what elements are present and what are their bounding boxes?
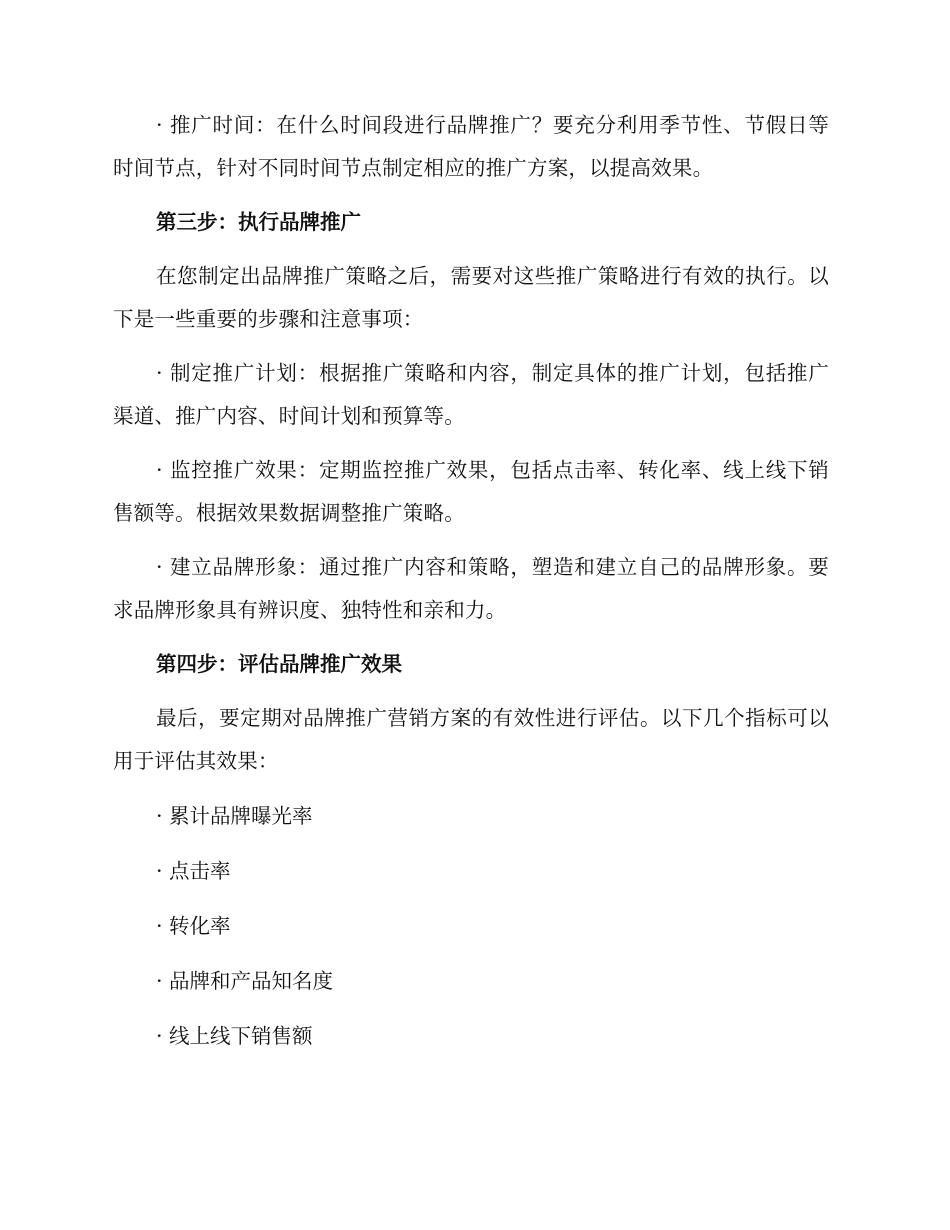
intro-execution: 在您制定出品牌推广策略之后，需要对这些推广策略进行有效的执行。以下是一些重要的步骤和注意事项： bbox=[113, 264, 829, 331]
heading-step-three: 第三步：执行品牌推广 bbox=[156, 210, 361, 234]
bullet-promotion-time: · 推广时间：在什么时间段进行品牌推广？要充分利用季节性、节假日等时间节点，针对不同时间节点制定相应的推广方案，以提高效果。 bbox=[113, 113, 829, 180]
metric-item-conversion: · 转化率 bbox=[156, 914, 231, 938]
metric-item-ctr: · 点击率 bbox=[156, 859, 231, 883]
document-body bbox=[113, 104, 829, 1058]
bullet-brand-image: · 建立品牌形象：通过推广内容和策略，塑造和建立自己的品牌形象。要求品牌形象具有辨识度、独特性和亲和力。 bbox=[113, 555, 829, 622]
metric-item-sales: · 线上线下销售额 bbox=[156, 1024, 313, 1048]
bullet-monitor-effect: · 监控推广效果：定期监控推广效果，包括点击率、转化率、线上线下销售额等。根据效果数据调整推广策略。 bbox=[113, 458, 829, 525]
heading-step-four: 第四步：评估品牌推广效果 bbox=[156, 652, 402, 676]
intro-evaluation: 最后，要定期对品牌推广营销方案的有效性进行评估。以下几个指标可以用于评估其效果： bbox=[113, 706, 829, 773]
metric-item-awareness: · 品牌和产品知名度 bbox=[156, 969, 334, 993]
bullet-make-plan: · 制定推广计划：根据推广策略和内容，制定具体的推广计划，包括推广渠道、推广内容、时间计划和预算等。 bbox=[113, 361, 829, 428]
metric-item-exposure: · 累计品牌曝光率 bbox=[156, 804, 313, 828]
